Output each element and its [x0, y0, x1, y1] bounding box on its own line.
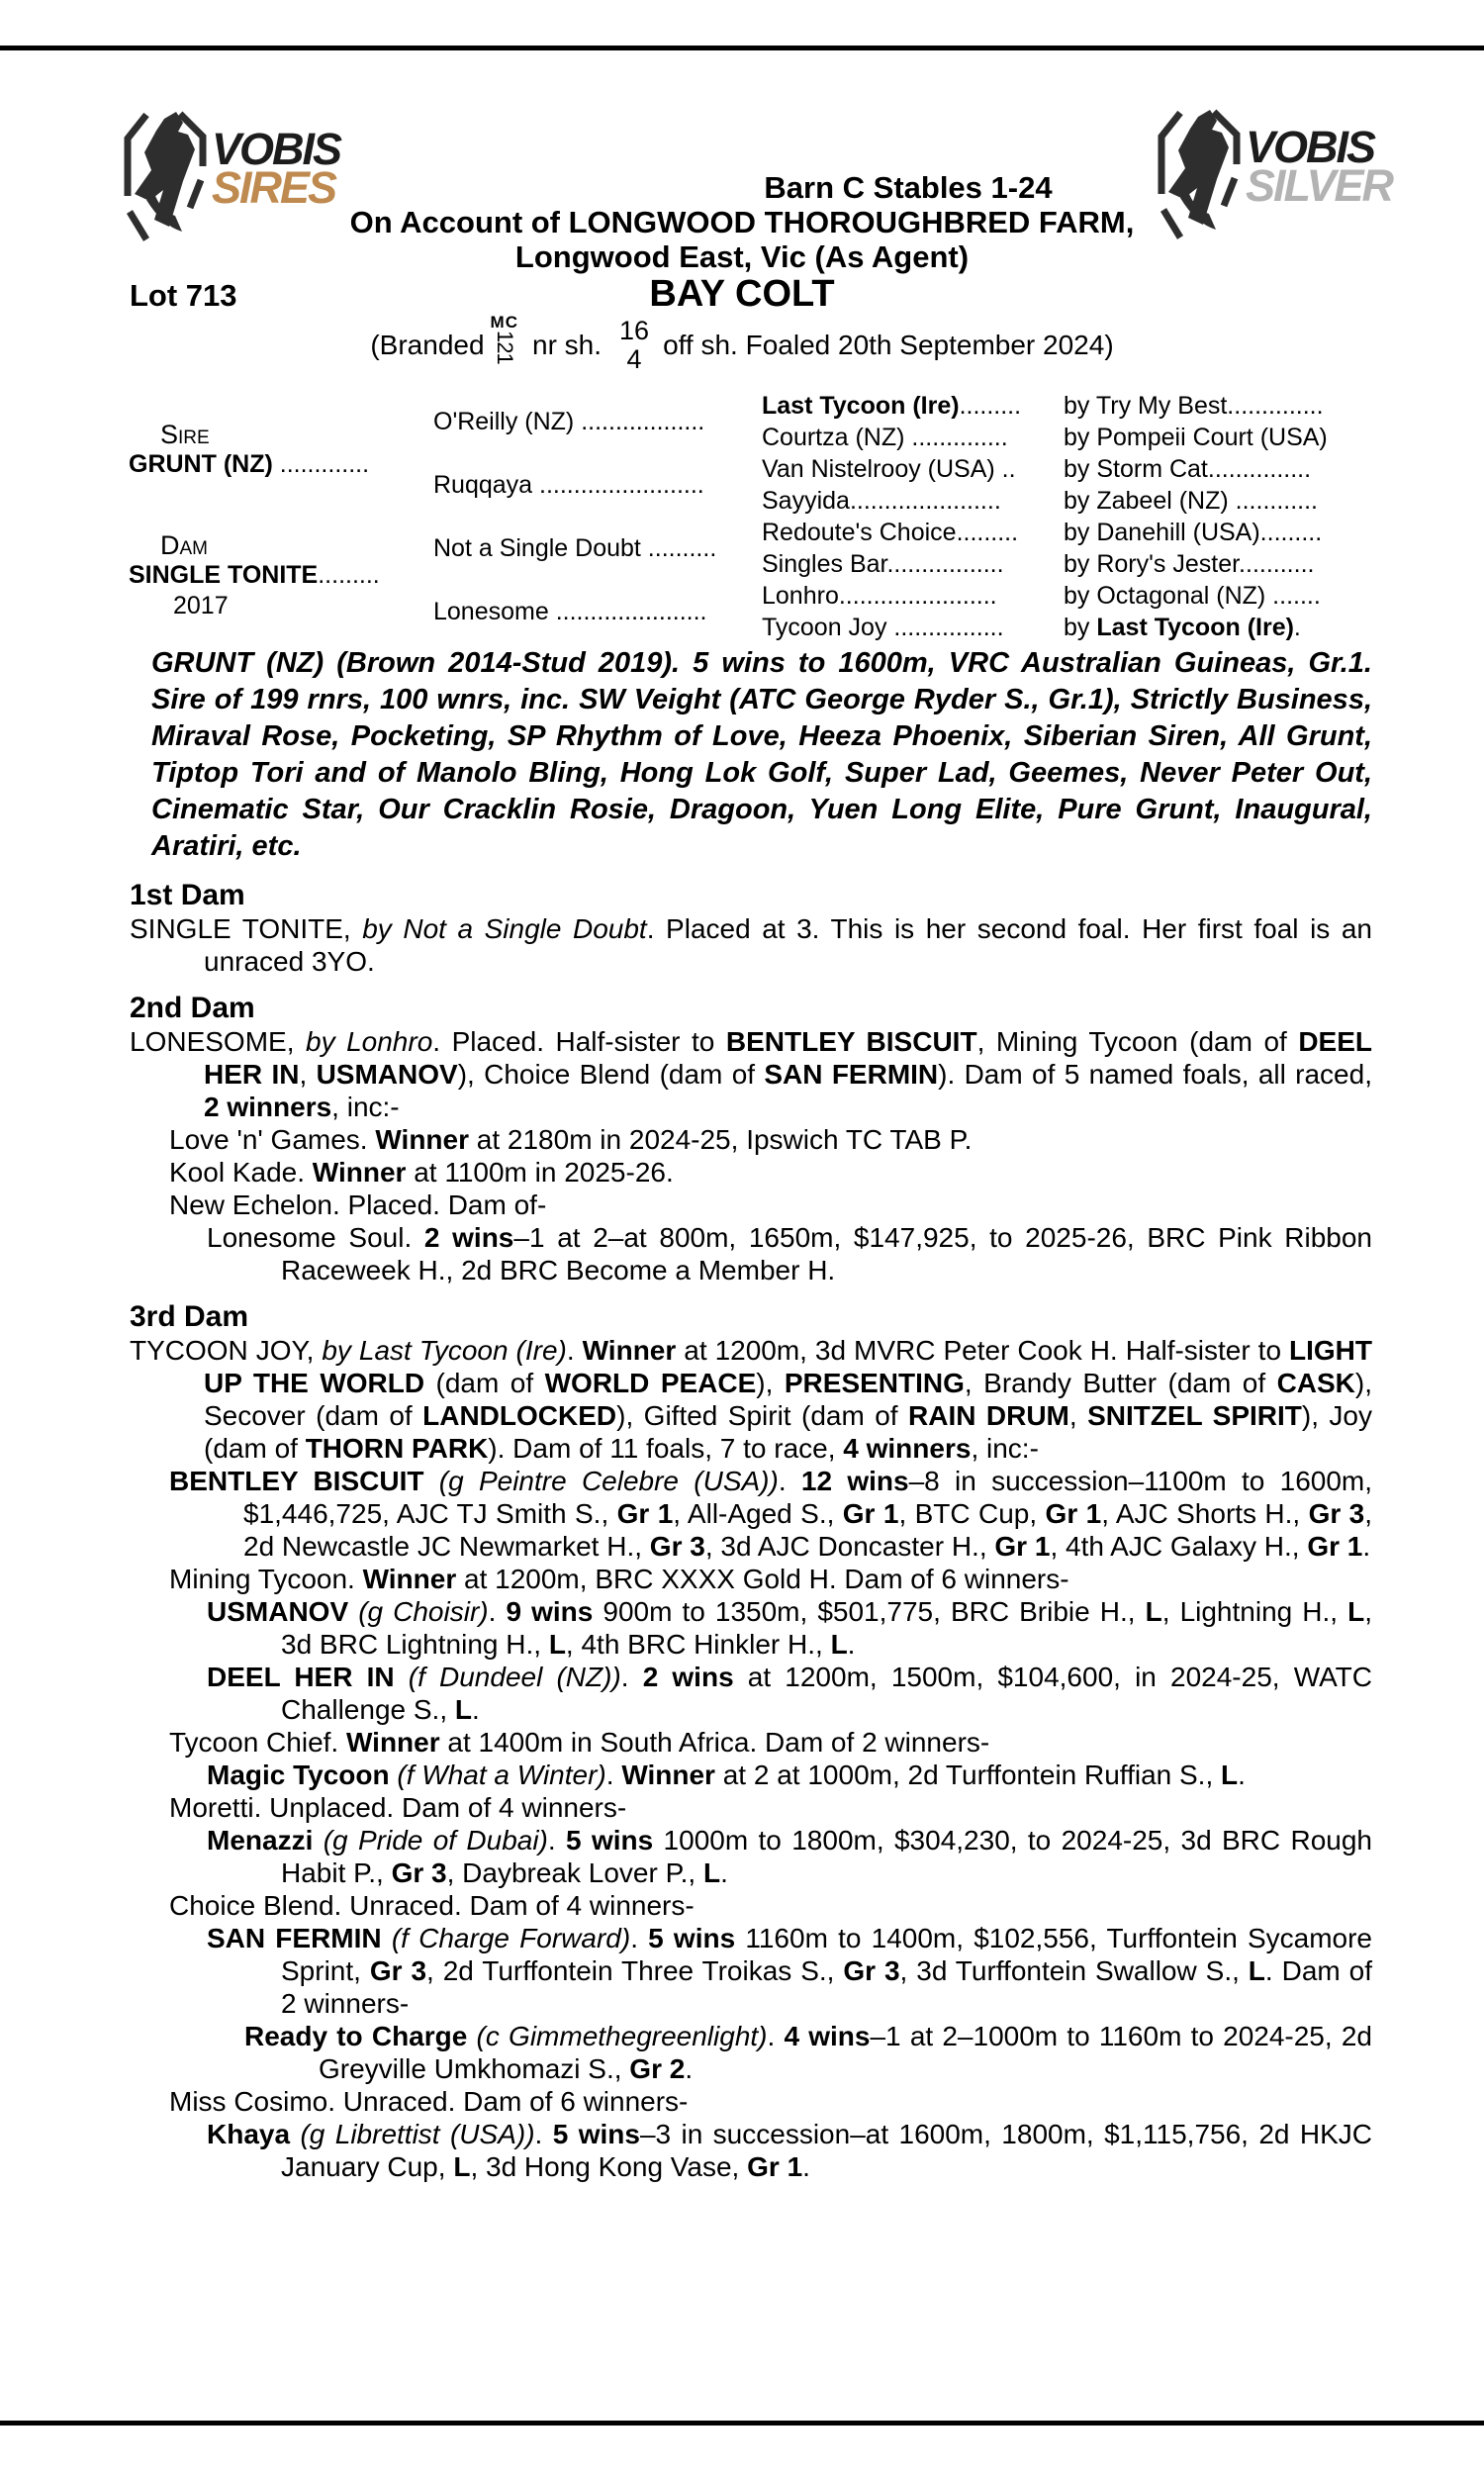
sire-name: GRUNT (NZ) .............	[129, 450, 370, 478]
silver-word: SILVER	[1246, 160, 1393, 211]
foal-year: 4	[626, 344, 642, 374]
barn-line: Barn C Stables 1-24	[764, 170, 1053, 205]
near-shoulder-brand	[491, 315, 518, 376]
pedigree-paragraph: Magic Tycoon (f What a Winter). Winner at 2 at 1000m, 2d Turffontein Ruffian S., L.	[207, 1760, 1246, 1790]
grandsire: O'Reilly (NZ) ..................	[433, 408, 705, 435]
granddam: Ruqqaya ........................	[433, 471, 704, 499]
gen3-row: Lonhro....................... by Octagonal (NZ) .......	[762, 582, 1321, 610]
dam-heading: 2nd Dam	[130, 992, 255, 1024]
bottom-rule	[0, 2421, 1484, 2426]
gen3-row: Tycoon Joy ................ by Last Tycoon (Ire).	[762, 614, 1301, 641]
gen3-row: Last Tycoon (Ire)......... by Try My Best..............	[762, 392, 1324, 420]
dam-heading: 1st Dam	[130, 879, 245, 911]
dam-year: 2017	[173, 592, 229, 619]
dam-label: Dam	[160, 530, 208, 560]
dam-name: SINGLE TONITE.........	[129, 561, 380, 589]
vobis-word: VOBIS	[212, 124, 341, 174]
pedigree-paragraph: DEEL HER IN (f Dundeel (NZ)). 2 wins at 1200m, 1500m, $104,600, in 2024-25, WATC Challenge S., L.	[207, 1662, 1373, 1725]
pedigree-paragraph: Moretti. Unplaced. Dam of 4 winners-	[169, 1792, 627, 1823]
pedigree-paragraph: Ready to Charge (c Gimmethegreenlight). 4 wins–1 at 2–1000m to 1160m to 2024-25, 2d Greyville Umkhomazi S., Gr 2.	[244, 2021, 1372, 2084]
pedigree-paragraph: SAN FERMIN (f Charge Forward). 5 wins 1160m to 1400m, $102,556, Turffontein Sycamore Sprint, Gr 3, 2d Turffontein Three Troikas S., Gr 3, 3d Turffontein Swallow S., L. Dam of 2 winners-	[207, 1923, 1373, 2019]
gen3-row: Singles Bar................. by Rory's Jester...........	[762, 550, 1315, 578]
sire-summary: GRUNT (NZ) (Brown 2014-Stud 2019). 5 wins to 1600m, VRC Australian Guineas, Gr.1. Sire of 199 rnrs, 100 wnrs, inc. SW Veight (ATC George Ryder S., Gr.1), Strictly Business, Miraval Rose, Pocketing, SP Rhythm of Love, Heeza Phoenix, Siberian Siren, All Grunt, Tiptop Tori and of Manolo Bling, Hong Lok Golf, Super Lad, Geemes, Never Peter Out, Cinematic Star, Our Cracklin Rosie, Dragoon, Yuen Long Elite, Pure Grunt, Inaugural, Aratiri, etc.	[151, 647, 1372, 862]
gen3-row: Courtza (NZ) .............. by Pompeii Court (USA)	[762, 424, 1328, 451]
gen3-row: Redoute's Choice......... by Danehill (USA).........	[762, 519, 1323, 546]
pedigree-paragraph: Kool Kade. Winner at 1100m in 2025-26.	[169, 1157, 674, 1188]
brand-mid: nr sh.	[532, 330, 603, 360]
pedigree-paragraph: Choice Blend. Unraced. Dam of 4 winners-	[169, 1890, 695, 1921]
pedigree-paragraph: Love 'n' Games. Winner at 2180m in 2024-25, Ipswich TC TAB P.	[169, 1124, 973, 1155]
foal-number: 16	[619, 316, 650, 345]
pedigree-paragraph: LONESOME, by Lonhro. Placed. Half-sister to BENTLEY BISCUIT, Mining Tycoon (dam of DEEL HER IN, USMANOV), Choice Blend (dam of SAN FERMIN). Dam of 5 named foals, all raced, 2 winners, inc:-	[130, 1026, 1372, 1122]
pedigree-paragraph: Miss Cosimo. Unraced. Dam of 6 winners-	[169, 2086, 689, 2117]
granddam: Lonesome ......................	[433, 598, 707, 625]
pedigree-paragraph: BENTLEY BISCUIT (g Peintre Celebre (USA)). 12 wins–8 in succession–1100m to 1600m, $1,446,725, AJC TJ Smith S., Gr 1, All-Aged S., Gr 1, BTC Cup, Gr 1, AJC Shorts H., Gr 3, 2d Newcastle JC Newmarket H., Gr 3, 3d AJC Doncaster H., Gr 1, 4th AJC Galaxy H., Gr 1.	[169, 1466, 1373, 1562]
pedigree-paragraph: Mining Tycoon. Winner at 1200m, BRC XXXX Gold H. Dam of 6 winners-	[169, 1564, 1069, 1594]
pedigree-paragraph: TYCOON JOY, by Last Tycoon (Ire). Winner at 1200m, 3d MVRC Peter Cook H. Half-sister to LIGHT UP THE WORLD (dam of WORLD PEACE), PRESENTING, Brandy Butter (dam of CASK), Secover (dam of LANDLOCKED), Gifted Spirit (dam of RAIN DRUM, SNITZEL SPIRIT), Joy (dam of THORN PARK). Dam of 11 foals, 7 to race, 4 winners, inc:-	[130, 1335, 1373, 1464]
grandsire: Not a Single Doubt ..........	[433, 534, 717, 562]
brand-suffix: off sh. Foaled 20th September 2024)	[663, 330, 1114, 360]
location-line: Longwood East, Vic (As Agent)	[514, 239, 970, 274]
lot-number: Lot 713	[130, 278, 237, 313]
brand-line	[0, 313, 1484, 378]
brand-prefix: (Branded	[370, 330, 485, 360]
pedigree-paragraph: USMANOV (g Choisir). 9 wins 900m to 1350m, $501,775, BRC Bribie H., L, Lightning H., L, 3d BRC Lightning H., L, 4th BRC Hinkler H., L.	[207, 1596, 1373, 1660]
vobis-word: VOBIS	[1246, 122, 1375, 172]
gen3-by: by Last Tycoon (Ire).	[1064, 614, 1301, 641]
pedigree-paragraph: Lonesome Soul. 2 wins–1 at 2–at 800m, 1650m, $147,925, to 2025-26, BRC Pink Ribbon Raceweek H., 2d BRC Become a Member H.	[207, 1222, 1372, 1285]
dam-heading: 3rd Dam	[130, 1300, 249, 1333]
off-shoulder-brand	[619, 317, 649, 374]
pedigree-sections	[130, 645, 1372, 2183]
pedigree-table	[129, 390, 1415, 655]
top-rule	[0, 46, 1484, 50]
gen3-row: Sayyida...................... by Zabeel (NZ) ............	[762, 487, 1319, 515]
pedigree-paragraph: Menazzi (g Pride of Dubai). 5 wins 1000m to 1800m, $304,230, to 2024-25, 3d BRC Rough Habit P., Gr 3, Daybreak Lover P., L.	[207, 1825, 1372, 1888]
brand-number-rotated: 121	[492, 331, 517, 364]
consignor-block	[0, 170, 1484, 274]
pedigree-paragraph: Tycoon Chief. Winner at 1400m in South Africa. Dam of 2 winners-	[169, 1727, 990, 1758]
brand-letters: MC	[490, 313, 518, 332]
pedigree-paragraph: New Echelon. Placed. Dam of-	[169, 1189, 547, 1220]
pedigree-paragraph: Khaya (g Librettist (USA)). 5 wins–3 in succession–at 1600m, 1800m, $1,115,756, 2d HKJC January Cup, L, 3d Hong Kong Vase, Gr 1.	[207, 2119, 1373, 2182]
gen3-row: Van Nistelrooy (USA) .. by Storm Cat...............	[762, 455, 1312, 483]
pedigree-paragraph: SINGLE TONITE, by Not a Single Doubt. Placed at 3. This is her second foal. Her first foal is an unraced 3YO.	[130, 913, 1372, 977]
sire-label: Sire	[160, 420, 210, 449]
account-line: On Account of LONGWOOD THOROUGHBRED FARM,	[349, 205, 1135, 239]
lot-title: BAY COLT	[649, 273, 835, 315]
sires-word: SIRES	[212, 162, 336, 213]
